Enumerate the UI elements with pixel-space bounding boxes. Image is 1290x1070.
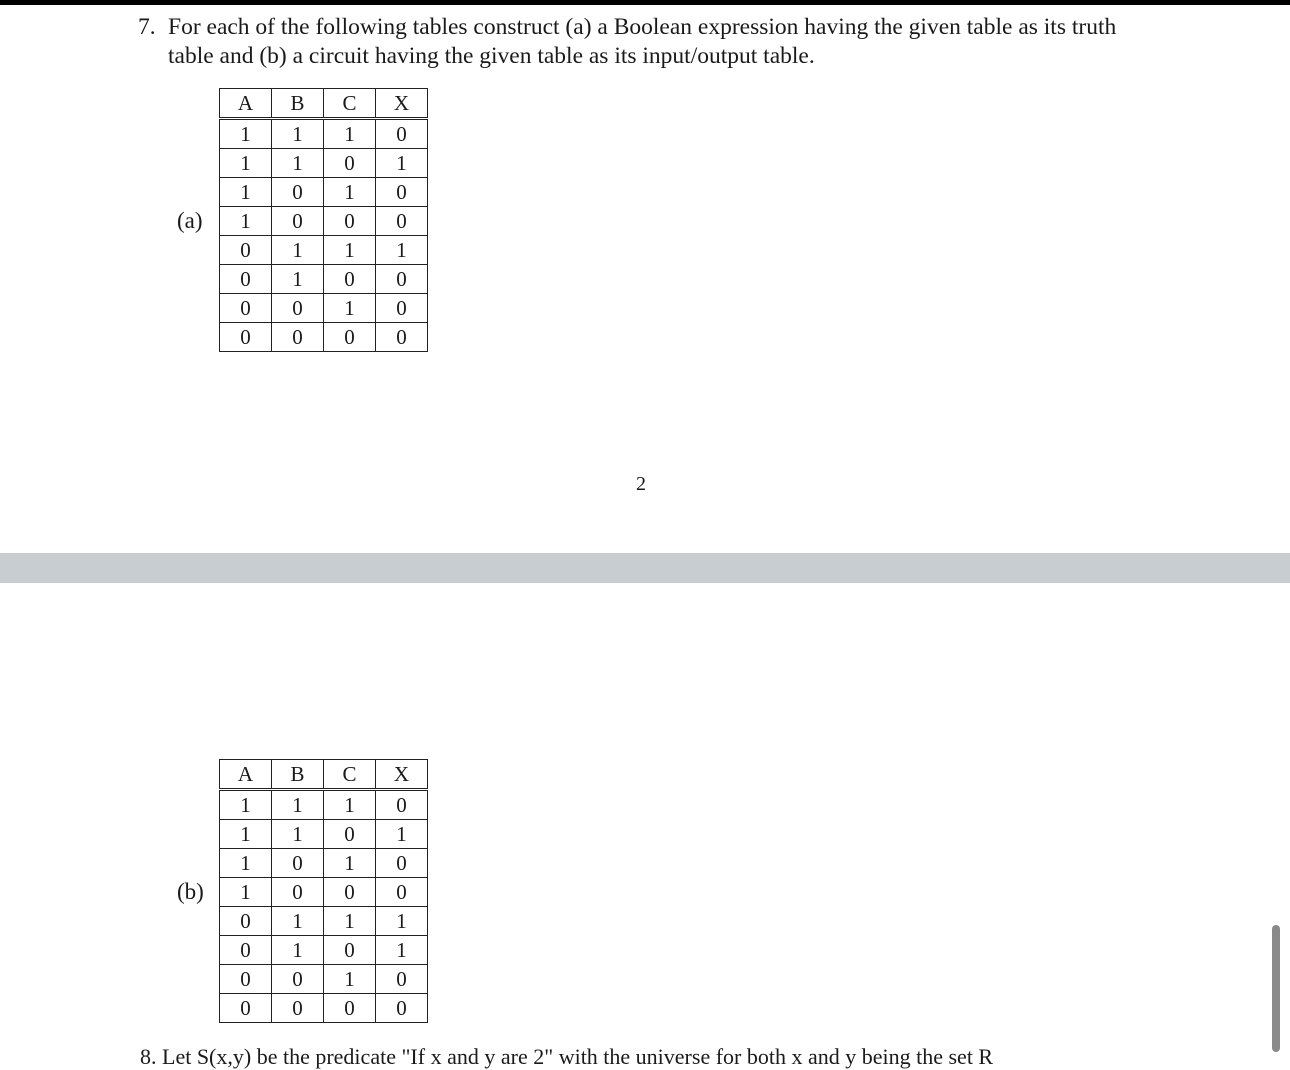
table-cell: 1 [272,790,324,820]
table-cell: 0 [272,878,324,907]
table-cell: 1 [272,907,324,936]
table-cell: 0 [376,323,428,352]
table-cell: 1 [220,178,272,207]
table-cell: 0 [220,323,272,352]
table-cell: 0 [220,907,272,936]
header-cell: C [324,760,376,790]
header-cell: C [324,89,376,119]
table-cell: 1 [376,820,428,849]
problem-line-2: table and (b) a circuit having the given table as its input/output table. [168,43,815,69]
table-cell: 1 [220,878,272,907]
table-cell: 1 [220,849,272,878]
table-cell: 1 [220,207,272,236]
table-cell: 0 [220,936,272,965]
table-row [220,265,428,294]
table-row [220,178,428,207]
table-cell: 1 [324,965,376,994]
table-cell: 1 [324,907,376,936]
table-cell: 0 [324,878,376,907]
table-cell: 1 [376,149,428,178]
table-cell: 1 [376,907,428,936]
table-cell: 0 [272,207,324,236]
table-cell: 0 [272,849,324,878]
table-row [220,965,428,994]
table-cell: 0 [220,994,272,1023]
table-cell: 1 [324,849,376,878]
table-cell: 1 [324,119,376,149]
table-cell: 1 [324,294,376,323]
table-cell: 0 [324,994,376,1023]
table-cell: 0 [220,294,272,323]
table-cell: 1 [272,236,324,265]
table-cell: 1 [272,119,324,149]
table-row [220,820,428,849]
table-cell: 0 [376,265,428,294]
header-cell: B [272,760,324,790]
part-a-label: (a) [177,208,203,233]
table-row [220,323,428,352]
table-row [220,119,428,149]
table-row [220,878,428,907]
table-row [220,207,428,236]
page-separator [0,553,1290,583]
table-cell: 0 [376,790,428,820]
table-cell: 0 [376,294,428,323]
table-cell: 0 [324,820,376,849]
table-cell: 0 [272,294,324,323]
header-cell: A [220,89,272,119]
table-cell: 1 [324,178,376,207]
table-cell: 0 [324,207,376,236]
table-row [220,936,428,965]
table-cell: 0 [324,265,376,294]
table-row [220,790,428,820]
table-cell: 1 [324,790,376,820]
table-cell: 0 [376,119,428,149]
header-cell: A [220,760,272,790]
table-cell: 0 [376,994,428,1023]
part-b-label: (b) [177,879,204,904]
table-cell: 0 [272,178,324,207]
table-row [220,236,428,265]
table-cell: 0 [324,149,376,178]
header-cell: B [272,89,324,119]
problem-line-1 [138,13,1218,42]
table-cell: 0 [272,994,324,1023]
vertical-scrollbar[interactable] [1272,925,1280,1052]
table-cell: 0 [272,965,324,994]
table-cell: 1 [220,149,272,178]
table-cell: 0 [324,936,376,965]
table-row [220,294,428,323]
table-cell: 0 [376,178,428,207]
table-cell: 0 [220,965,272,994]
table-cell: 0 [376,849,428,878]
table-cell: 1 [272,265,324,294]
table-cell: 1 [324,236,376,265]
table-cell: 1 [376,236,428,265]
table-row [220,907,428,936]
header-cell: X [376,89,428,119]
table-cell: 1 [272,936,324,965]
problem-text-1: For each of the following tables construct (a) a Boolean expression having the given table as its truth [168,14,1117,40]
table-cell: 1 [220,790,272,820]
table-cell: 1 [220,820,272,849]
table-cell: 0 [220,236,272,265]
truth-table-b [219,759,428,1023]
problem-7 [138,13,1218,71]
table-row [220,849,428,878]
table-cell: 1 [220,119,272,149]
table-cell: 0 [220,265,272,294]
table-cell: 1 [376,936,428,965]
page-number: 2 [636,473,646,495]
table-cell: 0 [376,207,428,236]
table-cell: 1 [272,149,324,178]
table-cell: 0 [376,878,428,907]
table-cell: 0 [324,323,376,352]
header-cell: X [376,760,428,790]
table-header-row [220,89,428,119]
page-1 [0,5,1290,553]
table-cell: 0 [376,965,428,994]
table-cell: 0 [272,323,324,352]
truth-table-a [219,88,428,352]
problem-number: 7. [138,14,156,40]
table-row [220,149,428,178]
table-header-row [220,760,428,790]
next-problem-cut-off: 8. Let S(x,y) be the predicate "If x and y are 2" with the universe for both x and y being the set R [140,1044,994,1069]
table-cell: 1 [272,820,324,849]
table-row [220,994,428,1023]
